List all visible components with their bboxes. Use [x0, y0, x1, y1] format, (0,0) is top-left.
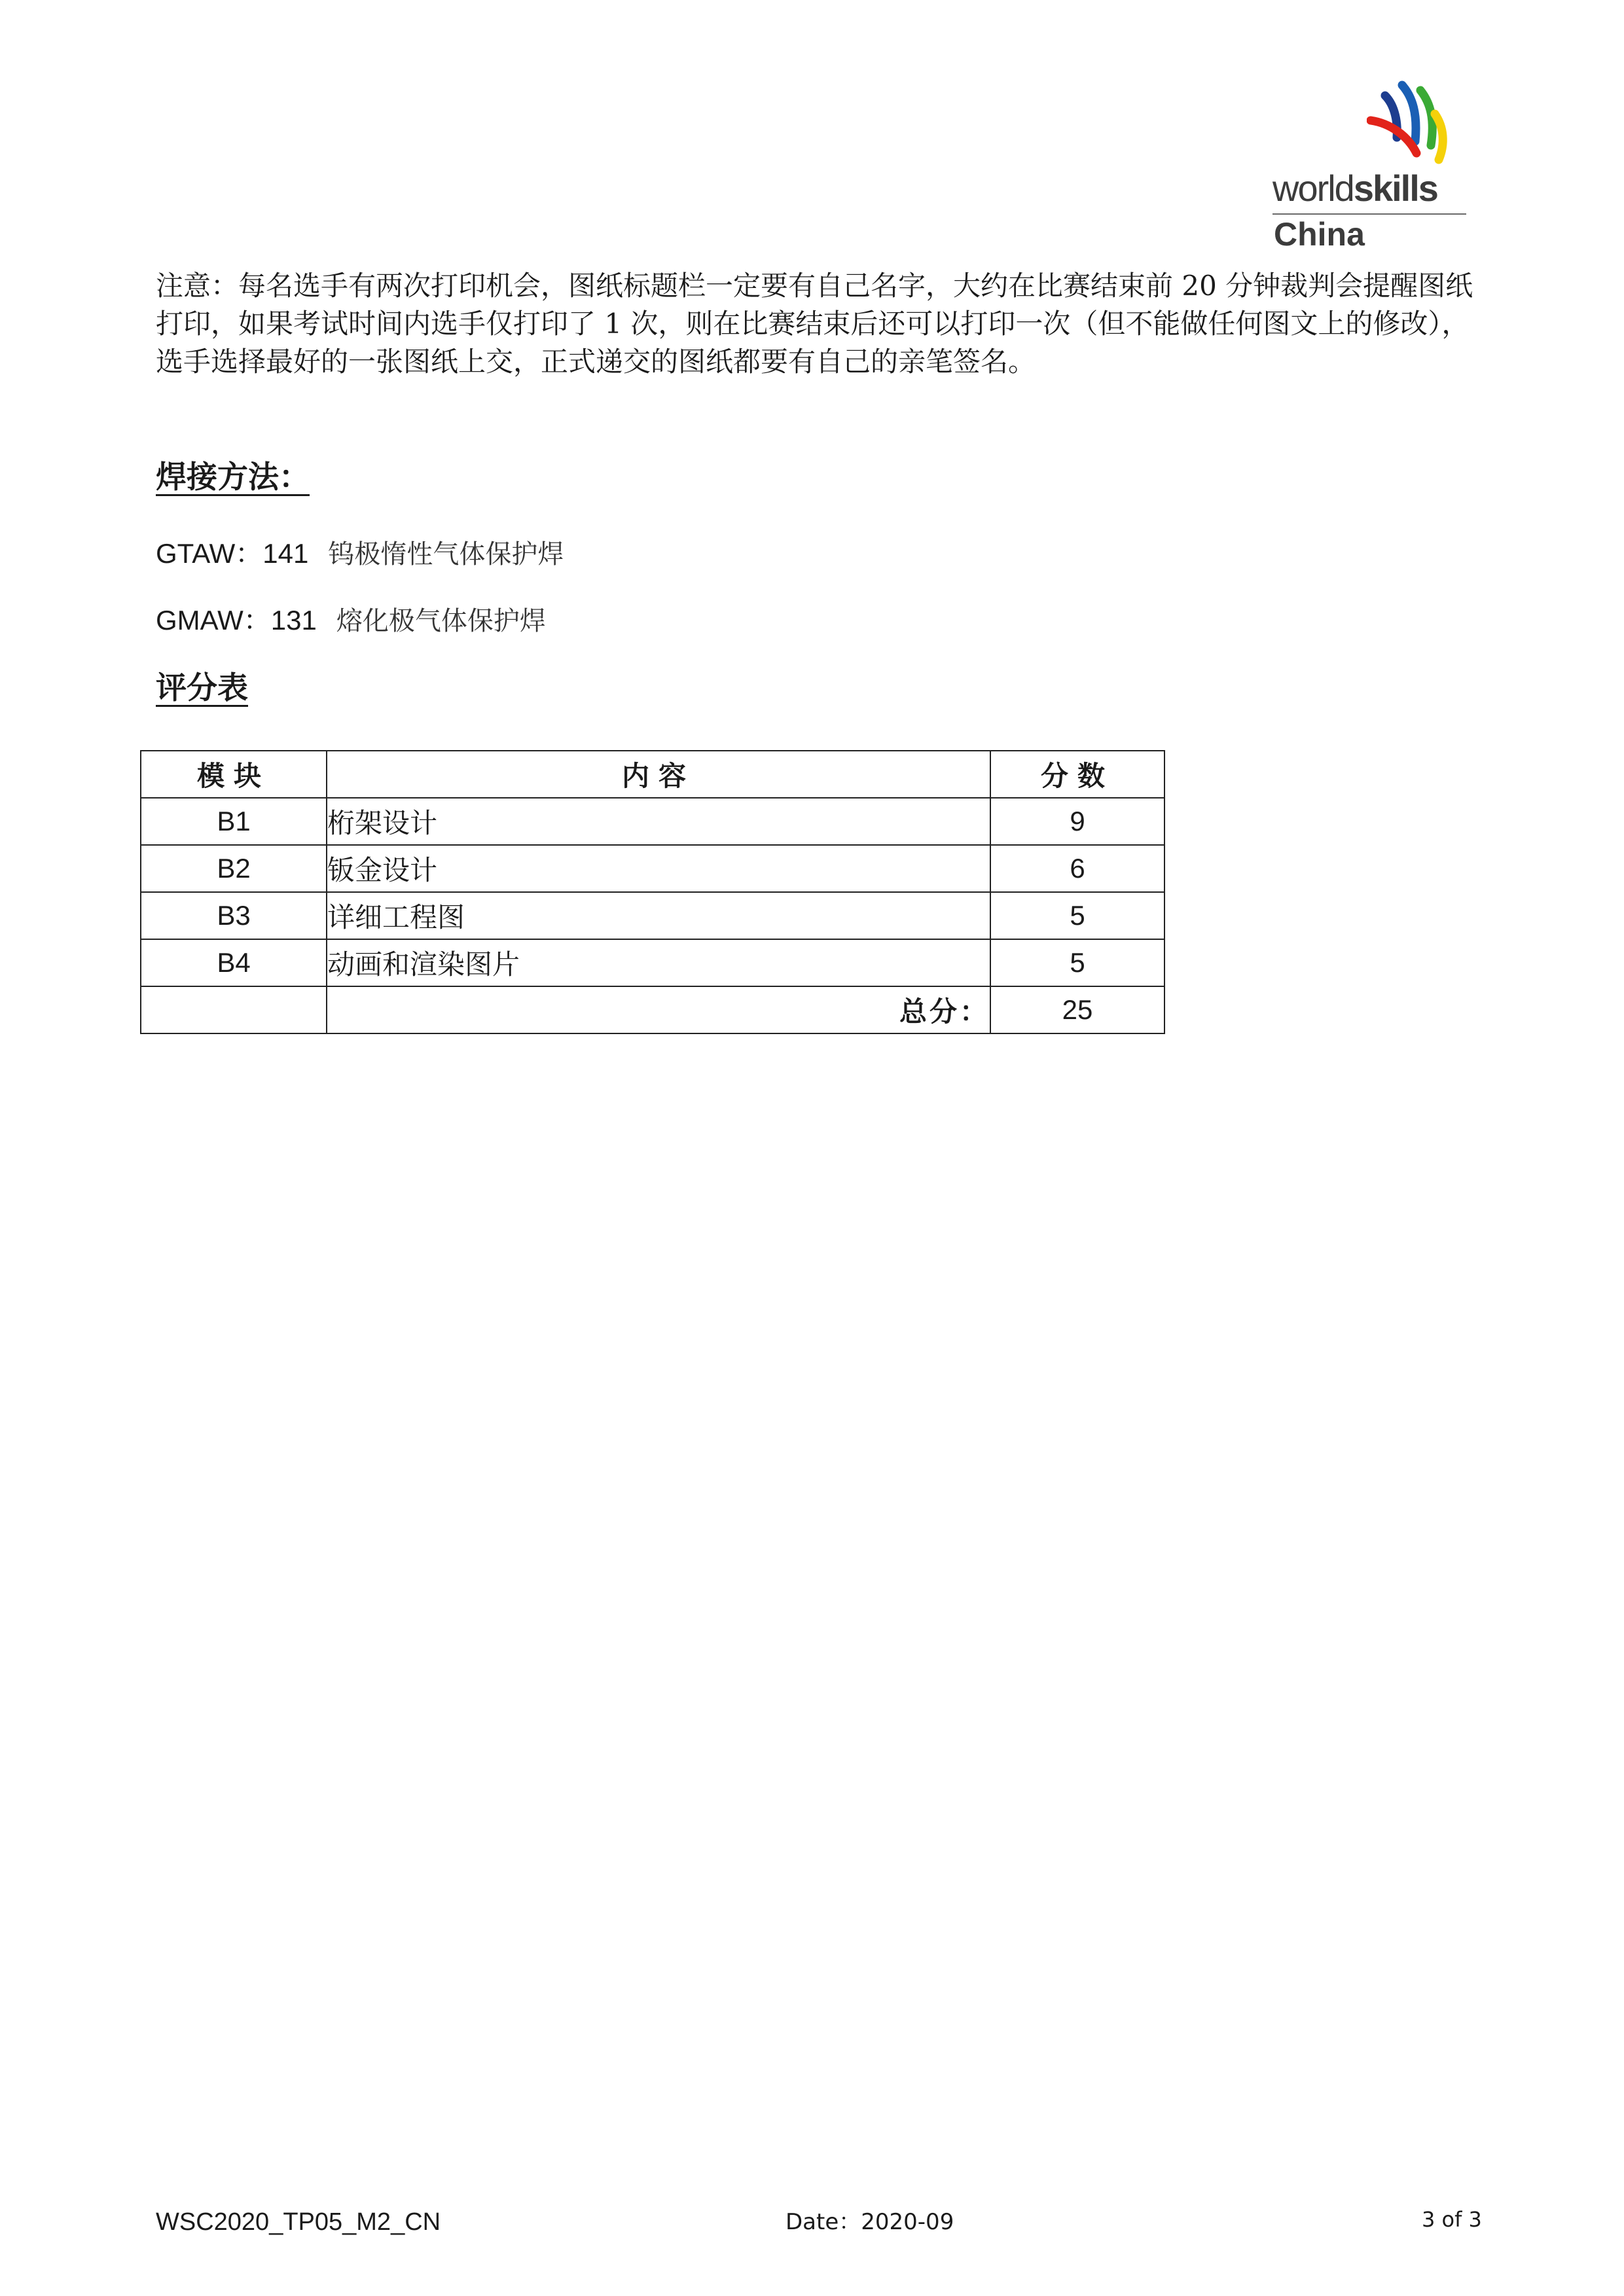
total-label: 总分：: [327, 986, 990, 1033]
table-row: [141, 845, 1164, 892]
points-cell: 6: [990, 845, 1164, 892]
content-cell: 钣金设计: [327, 845, 990, 892]
content-cell: 动画和渲染图片: [327, 939, 990, 986]
column-header-points: 分数: [990, 751, 1164, 798]
content-cell: 详细工程图: [327, 892, 990, 939]
footer-document-id: WSC2020_TP05_M2_CN: [156, 2208, 441, 2236]
printing-notice: 注意：每名选手有两次打印机会，图纸标题栏一定要有自己名字，大约在比赛结束前 20 分钟裁判会提醒图纸打印，如果考试时间内选手仅打印了 1 次，则在比赛结束后还可以打印一次（但不能做任何图文上的修改），选手选择最好的一张图纸上交，正式递交的图纸都要有自己的亲笔签名。: [156, 270, 1473, 378]
welding-method-gtaw: [156, 535, 564, 573]
scoring-table: [140, 750, 1165, 1034]
points-cell: 5: [990, 939, 1164, 986]
table-row: [141, 798, 1164, 845]
table-row: [141, 939, 1164, 986]
column-header-content: 内容: [327, 751, 990, 798]
footer-page-number: 3 of 3: [1422, 2207, 1482, 2232]
total-points: 25: [990, 986, 1164, 1033]
module-cell: B3: [141, 892, 327, 939]
content-cell: 桁架设计: [327, 798, 990, 845]
worldskills-emblem-icon: [1367, 77, 1452, 169]
worldskills-china-logo: [1270, 77, 1479, 254]
module-cell: B2: [141, 845, 327, 892]
logo-wordmark: worldskills: [1272, 168, 1437, 209]
points-cell: 5: [990, 892, 1164, 939]
welding-methods-heading: 焊接方法：: [156, 459, 310, 495]
welding-method-code: GMAW：131: [156, 605, 317, 636]
table-row: [141, 892, 1164, 939]
welding-method-description: 钨极惰性气体保护焊: [328, 539, 564, 569]
welding-method-gmaw: [156, 602, 546, 639]
table-header-row: [141, 751, 1164, 798]
scoring-table-heading: 评分表: [156, 670, 248, 706]
logo-country: China: [1274, 216, 1365, 253]
module-cell: B4: [141, 939, 327, 986]
welding-method-code: GTAW：141: [156, 538, 309, 569]
footer-date: Date：2020-09: [785, 2209, 954, 2235]
column-header-module: 模块: [141, 751, 327, 798]
welding-method-description: 熔化极气体保护焊: [336, 606, 546, 636]
logo-divider: [1272, 213, 1466, 215]
empty-cell: [141, 986, 327, 1033]
module-cell: B1: [141, 798, 327, 845]
points-cell: 9: [990, 798, 1164, 845]
table-total-row: [141, 986, 1164, 1033]
